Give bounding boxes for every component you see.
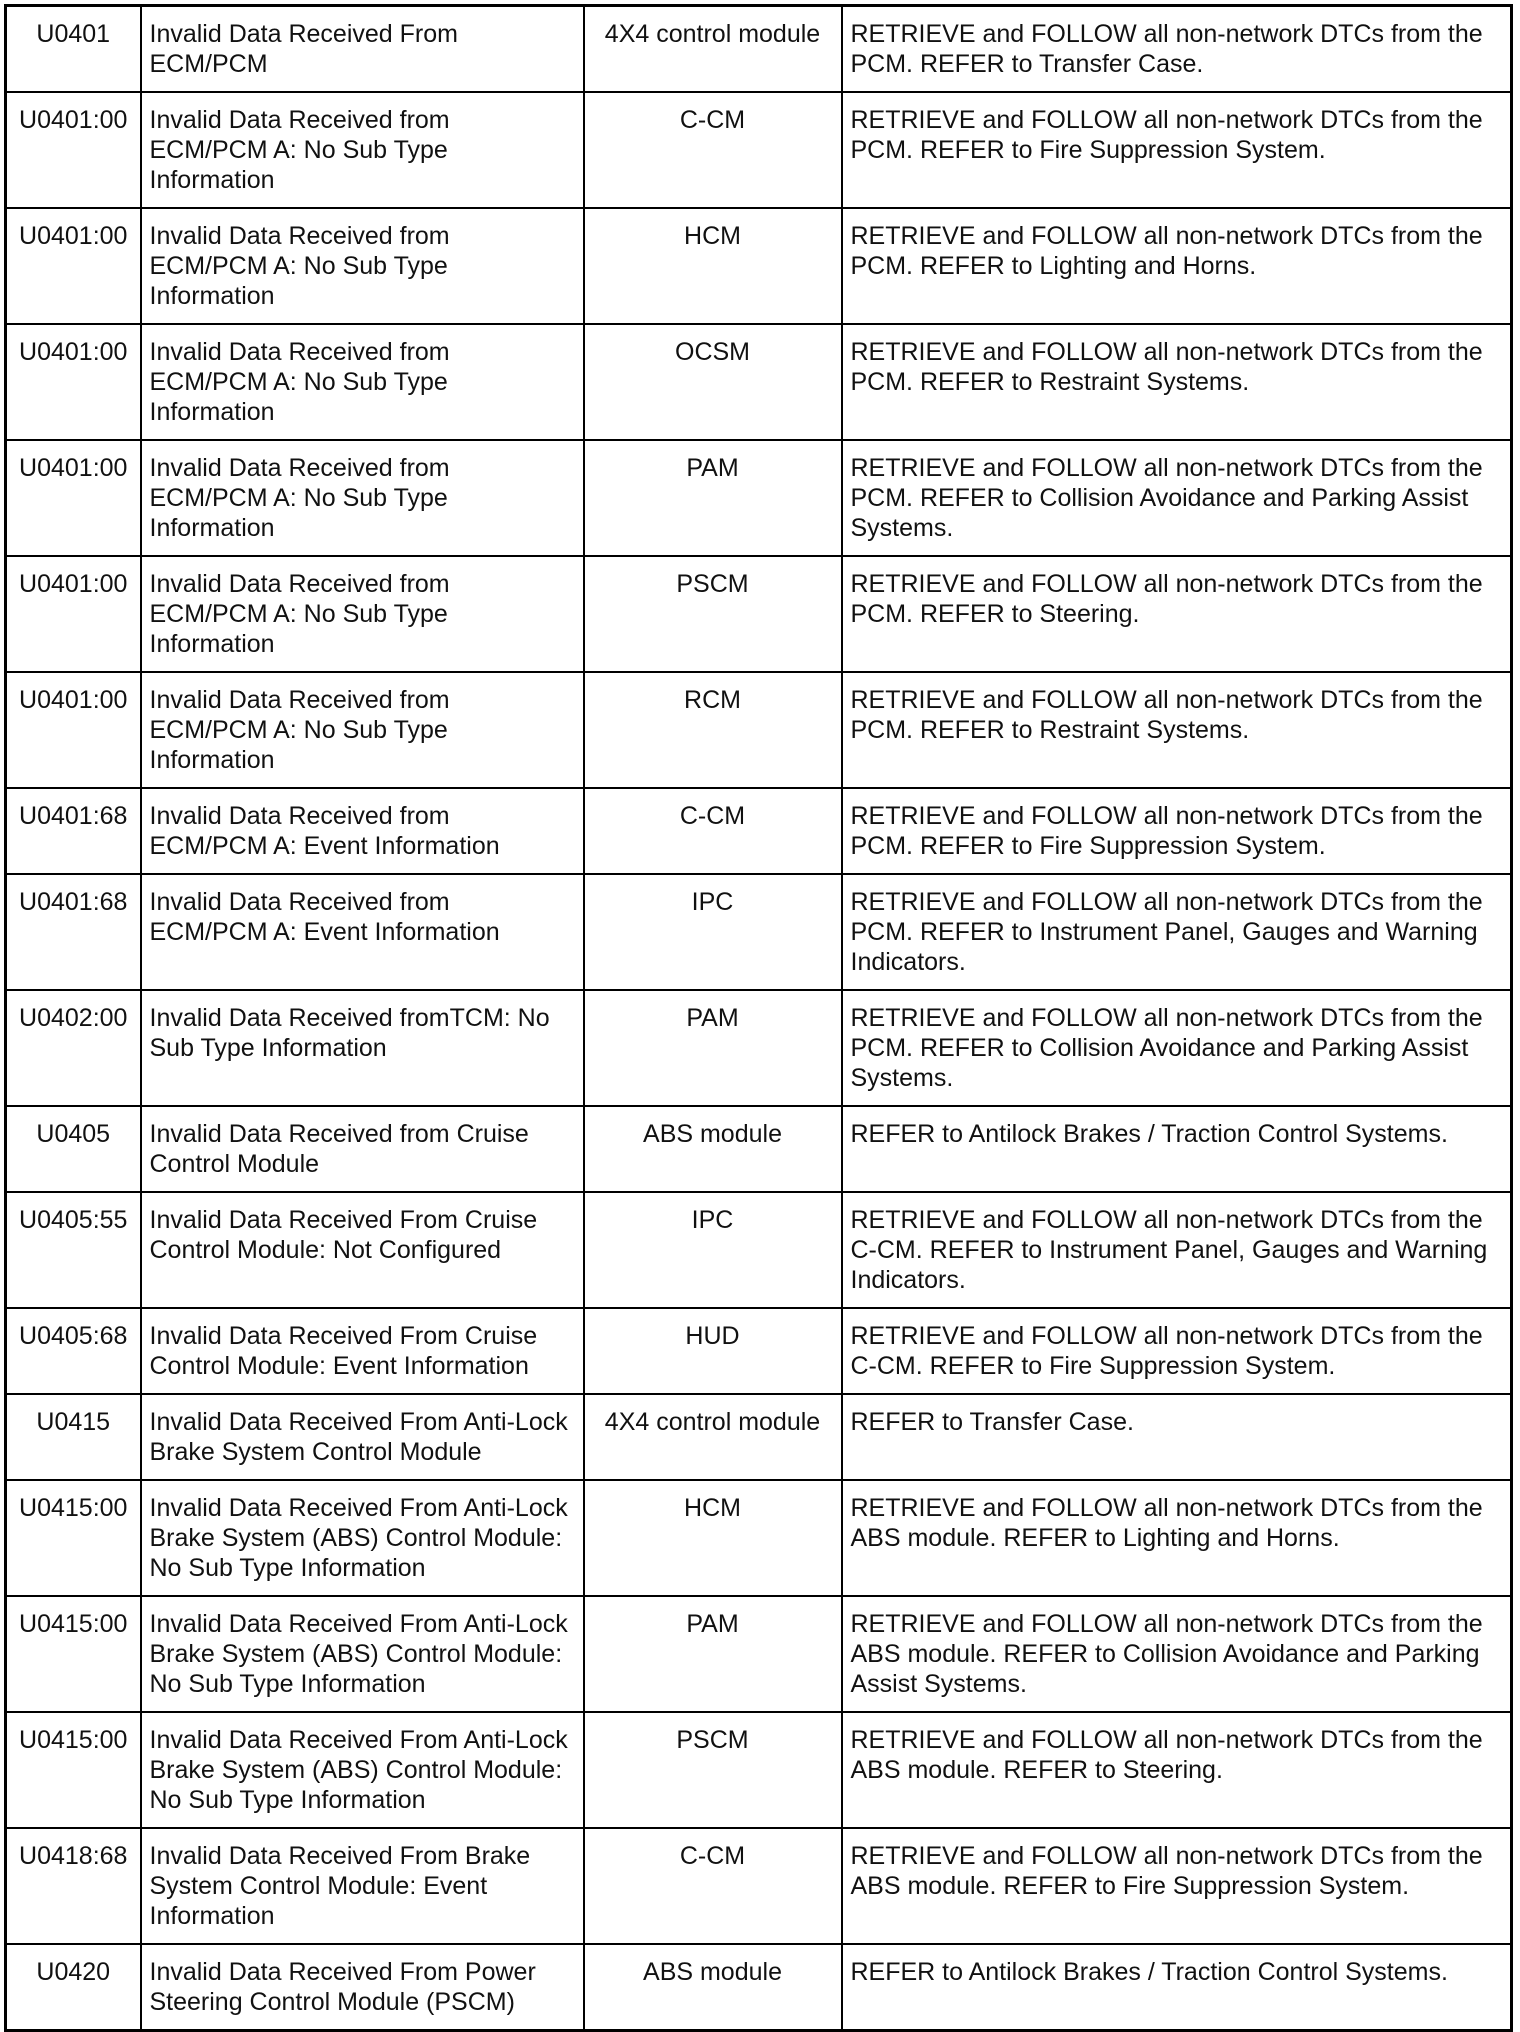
module-name: PSCM [584, 1712, 842, 1828]
dtc-description: Invalid Data Received From Anti-Lock Brake System (ABS) Control Module: No Sub Type Information [141, 1596, 584, 1712]
dtc-description: Invalid Data Received from ECM/PCM A: Event Information [141, 788, 584, 874]
action-text: RETRIEVE and FOLLOW all non-network DTCs from the PCM. REFER to Restraint Systems. [842, 672, 1512, 788]
dtc-description: Invalid Data Received From ECM/PCM [141, 6, 584, 93]
module-name: PAM [584, 440, 842, 556]
dtc-description: Invalid Data Received From Anti-Lock Brake System (ABS) Control Module: No Sub Type Information [141, 1712, 584, 1828]
dtc-code: U0401:00 [6, 324, 141, 440]
module-name: PSCM [584, 556, 842, 672]
dtc-code: U0402:00 [6, 990, 141, 1106]
action-text: REFER to Antilock Brakes / Traction Control Systems. [842, 1944, 1512, 2031]
module-name: HCM [584, 1480, 842, 1596]
module-name: ABS module [584, 1106, 842, 1192]
module-name: IPC [584, 874, 842, 990]
table-row [6, 208, 1512, 324]
dtc-code: U0401:00 [6, 92, 141, 208]
module-name: C-CM [584, 788, 842, 874]
action-text: RETRIEVE and FOLLOW all non-network DTCs from the PCM. REFER to Transfer Case. [842, 6, 1512, 93]
module-name: 4X4 control module [584, 1394, 842, 1480]
dtc-table [4, 4, 1513, 2032]
action-text: RETRIEVE and FOLLOW all non-network DTCs from the PCM. REFER to Fire Suppression System. [842, 788, 1512, 874]
dtc-description: Invalid Data Received fromTCM: No Sub Type Information [141, 990, 584, 1106]
table-row [6, 1828, 1512, 1944]
action-text: RETRIEVE and FOLLOW all non-network DTCs from the PCM. REFER to Collision Avoidance and Parking Assist Systems. [842, 990, 1512, 1106]
table-row [6, 1712, 1512, 1828]
table-row [6, 92, 1512, 208]
dtc-code: U0418:68 [6, 1828, 141, 1944]
table-row [6, 556, 1512, 672]
action-text: RETRIEVE and FOLLOW all non-network DTCs from the ABS module. REFER to Collision Avoidance and Parking Assist Systems. [842, 1596, 1512, 1712]
module-name: HCM [584, 208, 842, 324]
dtc-description: Invalid Data Received From Cruise Control Module: Not Configured [141, 1192, 584, 1308]
table-row [6, 990, 1512, 1106]
action-text: RETRIEVE and FOLLOW all non-network DTCs from the ABS module. REFER to Fire Suppression System. [842, 1828, 1512, 1944]
dtc-code: U0401 [6, 6, 141, 93]
action-text: REFER to Antilock Brakes / Traction Control Systems. [842, 1106, 1512, 1192]
table-row [6, 874, 1512, 990]
table-row [6, 1596, 1512, 1712]
table-row [6, 324, 1512, 440]
dtc-description: Invalid Data Received From Cruise Control Module: Event Information [141, 1308, 584, 1394]
action-text: RETRIEVE and FOLLOW all non-network DTCs from the C-CM. REFER to Fire Suppression System. [842, 1308, 1512, 1394]
dtc-code: U0401:00 [6, 672, 141, 788]
action-text: RETRIEVE and FOLLOW all non-network DTCs from the PCM. REFER to Collision Avoidance and Parking Assist Systems. [842, 440, 1512, 556]
dtc-description: Invalid Data Received From Anti-Lock Brake System (ABS) Control Module: No Sub Type Information [141, 1480, 584, 1596]
dtc-code: U0420 [6, 1944, 141, 2031]
dtc-code: U0401:68 [6, 788, 141, 874]
dtc-description: Invalid Data Received from ECM/PCM A: No Sub Type Information [141, 440, 584, 556]
dtc-code: U0405:55 [6, 1192, 141, 1308]
module-name: C-CM [584, 92, 842, 208]
dtc-description: Invalid Data Received from ECM/PCM A: No Sub Type Information [141, 556, 584, 672]
action-text: RETRIEVE and FOLLOW all non-network DTCs from the ABS module. REFER to Steering. [842, 1712, 1512, 1828]
action-text: RETRIEVE and FOLLOW all non-network DTCs from the PCM. REFER to Restraint Systems. [842, 324, 1512, 440]
table-row [6, 1480, 1512, 1596]
dtc-description: Invalid Data Received From Brake System Control Module: Event Information [141, 1828, 584, 1944]
module-name: OCSM [584, 324, 842, 440]
dtc-description: Invalid Data Received from ECM/PCM A: No Sub Type Information [141, 208, 584, 324]
dtc-code: U0415:00 [6, 1596, 141, 1712]
table-row [6, 1308, 1512, 1394]
action-text: RETRIEVE and FOLLOW all non-network DTCs from the ABS module. REFER to Lighting and Horns. [842, 1480, 1512, 1596]
table-row [6, 1394, 1512, 1480]
action-text: RETRIEVE and FOLLOW all non-network DTCs from the PCM. REFER to Instrument Panel, Gauges and Warning Indicators. [842, 874, 1512, 990]
module-name: HUD [584, 1308, 842, 1394]
dtc-description: Invalid Data Received From Power Steering Control Module (PSCM) [141, 1944, 584, 2031]
action-text: RETRIEVE and FOLLOW all non-network DTCs from the PCM. REFER to Fire Suppression System. [842, 92, 1512, 208]
table-row [6, 672, 1512, 788]
dtc-code: U0405:68 [6, 1308, 141, 1394]
module-name: RCM [584, 672, 842, 788]
module-name: IPC [584, 1192, 842, 1308]
module-name: ABS module [584, 1944, 842, 2031]
dtc-code: U0401:00 [6, 556, 141, 672]
action-text: RETRIEVE and FOLLOW all non-network DTCs from the C-CM. REFER to Instrument Panel, Gauges and Warning Indicators. [842, 1192, 1512, 1308]
table-row [6, 6, 1512, 93]
table-row [6, 788, 1512, 874]
module-name: PAM [584, 1596, 842, 1712]
action-text: RETRIEVE and FOLLOW all non-network DTCs from the PCM. REFER to Lighting and Horns. [842, 208, 1512, 324]
dtc-code: U0415 [6, 1394, 141, 1480]
dtc-description: Invalid Data Received from ECM/PCM A: No Sub Type Information [141, 324, 584, 440]
table-row [6, 1944, 1512, 2031]
dtc-code: U0415:00 [6, 1480, 141, 1596]
dtc-code: U0401:68 [6, 874, 141, 990]
dtc-code: U0401:00 [6, 440, 141, 556]
dtc-description: Invalid Data Received From Anti-Lock Brake System Control Module [141, 1394, 584, 1480]
table-row [6, 440, 1512, 556]
dtc-description: Invalid Data Received from ECM/PCM A: No Sub Type Information [141, 672, 584, 788]
dtc-description: Invalid Data Received from Cruise Control Module [141, 1106, 584, 1192]
dtc-code: U0401:00 [6, 208, 141, 324]
action-text: RETRIEVE and FOLLOW all non-network DTCs from the PCM. REFER to Steering. [842, 556, 1512, 672]
action-text: REFER to Transfer Case. [842, 1394, 1512, 1480]
dtc-table-body [6, 6, 1512, 2031]
dtc-description: Invalid Data Received from ECM/PCM A: Event Information [141, 874, 584, 990]
module-name: PAM [584, 990, 842, 1106]
table-row [6, 1106, 1512, 1192]
module-name: C-CM [584, 1828, 842, 1944]
table-row [6, 1192, 1512, 1308]
dtc-description: Invalid Data Received from ECM/PCM A: No Sub Type Information [141, 92, 584, 208]
dtc-code: U0405 [6, 1106, 141, 1192]
module-name: 4X4 control module [584, 6, 842, 93]
dtc-code: U0415:00 [6, 1712, 141, 1828]
